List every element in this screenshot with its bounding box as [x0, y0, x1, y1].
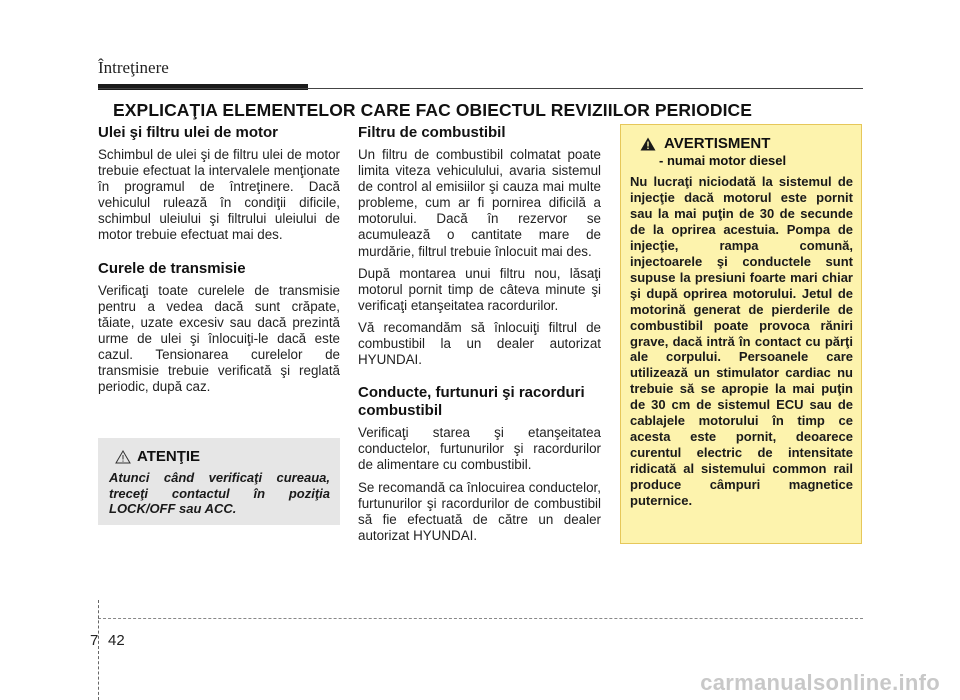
belts-text: Verificaţi toate curelele de transmisie pentru a vedea dacă sunt crăpate, tăiate, uzate excesiv sau dacă prezintă urme de ulei şi înlocuiţi-le dacă este cazul. Tensionarea curelelor de transmisie trebuie verificată şi reglată periodic, după caz.	[98, 282, 340, 395]
caution-header	[115, 448, 330, 465]
caution-text: Atunci când verificaţi cureaua, treceţi contactul în poziţia LOCK/OFF sau ACC.	[109, 470, 330, 517]
warning-triangle-solid-icon	[640, 137, 656, 151]
header-bar	[98, 84, 308, 90]
belts-title: Curele de transmisie	[98, 259, 246, 277]
left-column	[98, 124, 340, 395]
header-rule	[98, 88, 863, 89]
watermark: carmanualsonline.info	[700, 670, 940, 695]
oil-text: Schimbul de ulei şi de filtru ulei de motor trebuie efectuat la intervalele menţionate în programul de întreţinere. Dacă vehiculul rulează în condiţii dificile, schimbul uleiului şi filtrului uleiului de motor trebuie efectuat mai des.	[98, 147, 340, 243]
middle-column	[358, 124, 601, 544]
warning-header	[640, 135, 853, 152]
warning-title: AVERTISMENT	[664, 135, 771, 152]
page-number-value: 42	[108, 632, 125, 649]
section-label: Întreţinere	[98, 58, 169, 77]
fuel-filter-paragraph-1: Un filtru de combustibil colmatat poate limita viteza vehiculului, avaria sistemul de control al emisiilor şi cauza mai multe probleme, cum ar fi pornirea dificilă a motorului. Dacă în rezervor se acumulează o cantitate mare de murdărie, filtrul trebuie înlocuit mai des.	[358, 147, 601, 259]
warning-subtitle: - numai motor diesel	[659, 153, 787, 168]
section-title: EXPLICAŢIA ELEMENTELOR CARE FAC OBIECTUL REVIZIILOR PERIODICE	[113, 100, 753, 120]
fuel-lines-paragraph-1: Verificaţi starea şi etanşeitatea conductelor, furtunurilor şi racordurilor de alimentare cu combustibil.	[358, 425, 601, 473]
footer-dashed-divider	[98, 600, 99, 700]
warning-triangle-outline-icon	[115, 450, 131, 464]
warning-text: Nu lucraţi niciodată la sistemul de injecţie dacă motorul este pornit sau la mai puţin de 30 de secunde de la oprirea acestuia. Pompa de injecţie, rampa comună, injectoarele şi conductele sunt supuse la presiuni foarte mari chiar şi după oprirea motorului. Jetul de motorină generat de pierderile de combustibil poate provoca răniri grave, dacă intră în contact cu părţi ale corpului. Persoanele care utilizează un stimulator cardiac nu trebuie să se apropie la mai puţin de 30 cm de sistemul ECU sau de cablajele motorului în timp ce acesta este pornit, deoarece curentul electric de intensitate ridicată al sistemului common rail produce câmpuri magnetice puternice.	[630, 174, 853, 509]
caution-box	[98, 438, 340, 525]
caution-title: ATENŢIE	[137, 448, 201, 465]
fuel-lines-paragraph-2: Se recomandă ca înlocuirea conductelor, furtunurilor şi racordurilor de combustibil să fie efectuată de către un dealer autorizat HYUNDAI.	[358, 479, 601, 543]
footer-dashed-rule	[98, 618, 863, 619]
chapter-number: 7	[90, 632, 99, 649]
fuel-filter-paragraph-3: Vă recomandăm să înlocuiţi filtrul de combustibil la un dealer autorizat HYUNDAI.	[358, 319, 601, 368]
fuel-filter-paragraph-2: După montarea unui filtru nou, lăsaţi motorul pornit timp de câteva minute şi verificaţi etanşeitatea racordurilor.	[358, 265, 601, 313]
warning-box	[620, 124, 862, 544]
oil-title: Ulei şi filtru ulei de motor	[98, 124, 279, 141]
fuel-filter-title: Filtru de combustibil	[358, 124, 506, 141]
fuel-lines-title: Conducte, furtunuri şi racorduri combustibil	[358, 384, 585, 420]
